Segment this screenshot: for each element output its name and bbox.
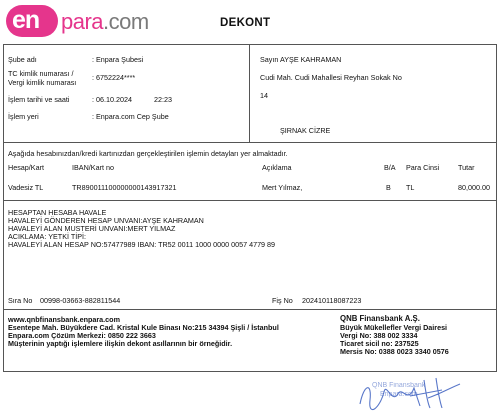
tckn-label: TC kimlik numarası /	[8, 69, 74, 78]
description-line: HAVALEYİ ALAN HESAP NO:57477989 IBAN: TR52 0011 1000 0000 0057 4779 89	[8, 240, 276, 249]
footer-company: QNB Finansbank A.Ş.	[340, 314, 420, 323]
logo-badge	[6, 5, 58, 37]
logo-com-text: .com	[103, 9, 149, 34]
footer-tax-office: Büyük Mükellefler Vergi Dairesi	[340, 323, 448, 332]
description-line: ACIKLAMA: YETKİ TİPİ:	[8, 232, 87, 241]
location-value: : Enpara.com Cep Şube	[92, 112, 169, 121]
time-value: 22:23	[154, 95, 172, 104]
recipient-city: ŞIRNAK CİZRE	[280, 126, 331, 135]
cell-iban: TR890011100000000143917321	[72, 183, 177, 192]
footer-note: Müşterinin yaptığı işlemlere ilişkin dekont asıllarının bir örneğidir.	[8, 339, 233, 348]
cell-amount: 80,000.00	[458, 183, 490, 192]
divider-header	[3, 142, 497, 143]
footer-website: www.qnbfinansbank.enpara.com	[8, 315, 120, 324]
recipient-address-line2: 14	[260, 91, 268, 100]
table-row	[0, 183, 500, 193]
divider-table	[3, 200, 497, 201]
description-line: HAVALEYİ GÖNDEREN HESAP UNVANI:AYŞE KAHRAMAN	[8, 216, 204, 225]
intro-text: Aşağıda hesabınızdan/kredi kartınızdan gerçekleştirilen işlemin detayları yer almaktadır.	[8, 149, 288, 158]
enpara-logo	[6, 5, 149, 37]
cell-ba: B	[386, 183, 391, 192]
logo-en-text: en	[12, 6, 40, 34]
tckn-value: : 6752224****	[92, 73, 136, 82]
date-label: İşlem tarihi ve saati	[8, 95, 70, 104]
fis-value: 202410118087223	[302, 296, 362, 305]
date-value: : 06.10.2024	[92, 95, 132, 104]
signature-graphic	[350, 374, 470, 414]
document-title: DEKONT	[220, 17, 271, 29]
header-currency: Para Cinsi	[406, 163, 440, 172]
stamp-line1: QNB Finansbank	[372, 382, 426, 389]
footer-tax-no: Vergi No: 388 002 3334	[340, 331, 418, 340]
footer-phone: Enpara.com Çözüm Merkezi: 0850 222 3663	[8, 331, 156, 340]
header-amount: Tutar	[458, 163, 475, 172]
description-line: HAVALEYİ ALAN MUSTERİ UNVANI:MERT YILMAZ	[8, 224, 176, 233]
footer-trade-no: Ticaret sicil no: 237525	[340, 339, 419, 348]
footer-mersis: Mersis No: 0388 0023 3340 0576	[340, 347, 449, 356]
footer-address: Esentepe Mah. Büyükdere Cad. Kristal Kule Binası No:215 34394 Şişli / İstanbul	[8, 323, 279, 332]
stamp-line2: Enpara.com	[380, 391, 418, 398]
divider-footer	[3, 309, 497, 310]
fis-label: Fiş No	[272, 296, 293, 305]
header-description: Açıklama	[262, 163, 292, 172]
cell-currency: TL	[406, 183, 415, 192]
recipient-address-line1: Cudi Mah. Cudi Mahallesi Reyhan Sokak No	[260, 73, 402, 82]
cell-account: Vadesiz TL	[8, 183, 44, 192]
recipient-name: Sayın AYŞE KAHRAMAN	[260, 55, 342, 64]
vkn-label: Vergi kimlik numarası	[8, 78, 77, 87]
logo-para-text: para	[61, 9, 104, 34]
header-account: Hesap/Kart	[8, 163, 44, 172]
description-line: HESAPTAN HESABA HAVALE	[8, 208, 107, 217]
logo-wordmark	[61, 9, 149, 35]
cell-description: Mert Yılmaz,	[262, 183, 303, 192]
branch-label: Şube adı	[8, 55, 37, 64]
stamp-signature	[350, 374, 470, 414]
sira-value: 00998-03663-882811544	[40, 296, 121, 305]
sira-label: Sıra No	[8, 296, 33, 305]
location-label: İşlem yeri	[8, 112, 39, 121]
header-ba: B/A	[384, 163, 396, 172]
divider-vertical	[249, 44, 250, 143]
header-iban: IBAN/Kart no	[72, 163, 114, 172]
branch-value: : Enpara Şubesi	[92, 55, 144, 64]
